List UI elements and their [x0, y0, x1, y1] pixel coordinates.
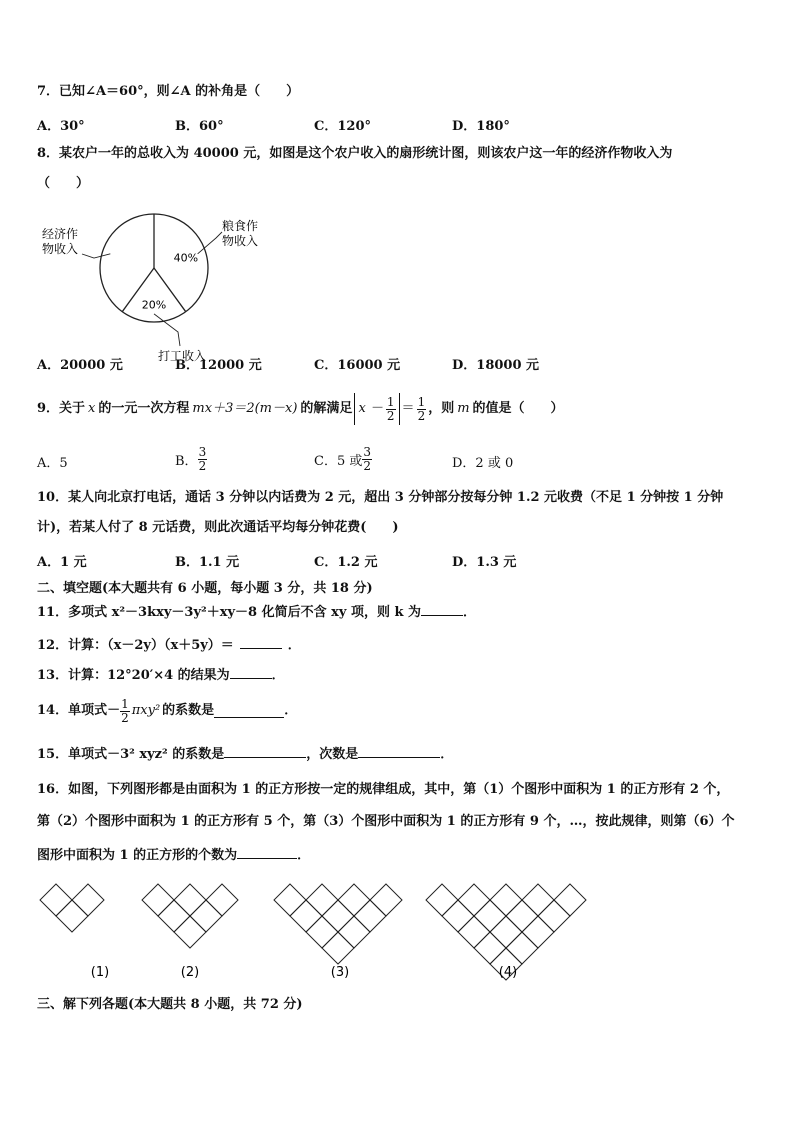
- q7-option-c: C．120°: [314, 119, 371, 134]
- q14-expression: πxy²: [131, 703, 161, 718]
- q15-coefficient-blank[interactable]: [224, 745, 306, 758]
- q14: [37, 692, 297, 730]
- figure-4-square: [554, 884, 586, 916]
- q10-stem-line2: 计)，若某人付了 8 元话费，则此次通话平均每分钟花费( ): [37, 520, 399, 535]
- q15-end: ．: [440, 747, 454, 762]
- q11-end: ．: [463, 605, 477, 620]
- q7-option-d: D．180°: [452, 119, 510, 134]
- q9-option-b-den: 2: [198, 458, 207, 473]
- q8-option-b: B．12000 元: [175, 358, 262, 373]
- q8-stem-line2: （ ）: [37, 176, 90, 191]
- q8-option-d: D．18000 元: [452, 358, 540, 373]
- q9-option-c-label: C．5 或: [314, 453, 363, 469]
- q12: [37, 636, 301, 654]
- q9-option-c-den: 2: [363, 458, 371, 473]
- q9-option-b: [175, 440, 207, 478]
- q9-option-d: D．2 或 0: [452, 456, 514, 471]
- pie-chart: [40, 200, 280, 363]
- q14-suffix: 的系数是: [162, 703, 215, 718]
- q16-line3: [37, 846, 310, 864]
- q12-text: 12．计算：（x－2y）（x＋5y）＝: [37, 638, 234, 653]
- q10-option-b: B．1.1 元: [175, 555, 240, 570]
- q14-answer-blank[interactable]: [214, 705, 284, 718]
- section-2-heading: 二、填空题(本大题共有 6 小题，每小题 3 分，共 18 分): [37, 581, 373, 596]
- figure-3-square: [290, 900, 322, 932]
- q11-answer-blank[interactable]: [421, 603, 463, 616]
- figure-label-2: (2): [180, 965, 200, 980]
- figure-3-square: [338, 916, 370, 948]
- figure-2-square: [190, 900, 222, 932]
- pie-callout-line-3: [82, 254, 110, 258]
- q9-abs-frac-num: 1: [386, 394, 395, 409]
- q15-mid: ，次数是: [306, 747, 359, 762]
- figure-2-square: [174, 916, 206, 948]
- q9-option-c: [314, 440, 372, 478]
- figure-4-square: [458, 884, 490, 916]
- q9-var-x: x: [88, 401, 96, 416]
- q14-prefix: 14．单项式－: [37, 703, 121, 718]
- q16-end: ．: [297, 848, 311, 863]
- pie-category-label-1-line-1: 粮食作: [222, 219, 259, 233]
- figure-label-3: (3): [330, 965, 350, 980]
- q9-var-m: m: [457, 401, 470, 416]
- figure-4-square: [538, 900, 570, 932]
- q16-line3-text: 图形中面积为 1 的正方形的个数为: [37, 848, 238, 863]
- figure-4-square: [506, 900, 538, 932]
- q7-option-a: A．30°: [37, 119, 85, 134]
- q9-abs-fraction: [386, 396, 396, 423]
- q9-mid2: 的解满足: [300, 401, 353, 416]
- q10-option-d: D．1.3 元: [452, 555, 517, 570]
- q9-option-c-fraction: [362, 446, 372, 473]
- q16-answer-blank[interactable]: [237, 846, 297, 859]
- q16-line2: 第（2）个图形中面积为 1 的正方形有 5 个，第（3）个图形中面积为 1 的正方形有 9 个，…，按此规律，则第（6）个: [37, 814, 735, 829]
- q9-absolute-value: [354, 393, 399, 425]
- q8-option-c: C．16000 元: [314, 358, 401, 373]
- q13-end: ．: [271, 668, 285, 683]
- q10-stem-line1: 10．某人向北京打电话，通话 3 分钟以内话费为 2 元，超出 3 分钟部分按每分钟 1.2 元收费（不足 1 分钟按 1 分钟: [37, 490, 724, 505]
- pie-slice-label-2: 20%: [141, 298, 167, 312]
- figure-3-square: [338, 884, 370, 916]
- figure-2-square: [142, 884, 174, 916]
- q16-line1: 16．如图，下列图形都是由面积为 1 的正方形按一定的规律组成，其中，第（1）个图形中面积为 1 的正方形有 2 个，: [37, 782, 730, 797]
- q13-text: 13．计算：12°20′×4 的结果为: [37, 668, 230, 683]
- q9-option-b-label: B．: [175, 453, 198, 469]
- q9-rhs-num: 1: [417, 394, 426, 409]
- section-3-heading: 三、解下列各题(本大题共 8 小题，共 72 分): [37, 997, 303, 1012]
- figure-1-square: [40, 884, 72, 916]
- q13-answer-blank[interactable]: [230, 666, 272, 679]
- figure-2-square: [158, 900, 190, 932]
- q7-option-b: B．60°: [175, 119, 224, 134]
- figure-label-1: (1): [90, 965, 110, 980]
- q13: [37, 666, 285, 684]
- q9-rhs-fraction: [417, 396, 427, 423]
- figure-4-square: [522, 916, 554, 948]
- q10-option-c: C．1.2 元: [314, 555, 378, 570]
- q12-answer-blank[interactable]: [240, 636, 282, 649]
- q14-fraction: [120, 698, 130, 725]
- figure-2-square: [206, 884, 238, 916]
- q8-option-a: A．20000 元: [37, 358, 123, 373]
- figure-4-square: [522, 884, 554, 916]
- pie-category-label-2-line-1: 打工收入: [158, 349, 207, 363]
- q14-frac-num: 1: [121, 696, 129, 711]
- q15-prefix: 15．单项式－3² xyz² 的系数是: [37, 747, 225, 762]
- figure-4-square: [458, 916, 490, 948]
- q9-stem: [37, 392, 564, 426]
- q8-stem-line1: 8．某农户一年的总收入为 40000 元，如图是这个农户收入的扇形统计图，则该农户这一年的经济作物收入为: [37, 146, 673, 161]
- pie-category-label-3-line-2: 物收入: [41, 242, 78, 256]
- figure-3-square: [322, 900, 354, 932]
- q14-end: ．: [284, 703, 298, 718]
- figure-4-square: [426, 884, 458, 916]
- q16-figures: [30, 872, 590, 992]
- q9-eq: ＝: [401, 401, 415, 416]
- q9-mid1: 的一元一次方程: [98, 401, 190, 416]
- figure-2-square: [174, 884, 206, 916]
- figure-3-square: [354, 900, 386, 932]
- figure-3-square: [274, 884, 306, 916]
- q15-degree-blank[interactable]: [358, 745, 440, 758]
- q14-frac-den: 2: [121, 710, 129, 725]
- q15: [37, 745, 453, 763]
- q9-mid3: ，则: [428, 401, 455, 416]
- q12-end: ．: [287, 638, 301, 653]
- pie-category-label-3-line-1: 经济作: [41, 227, 78, 241]
- q9-option-b-fraction: [198, 446, 208, 473]
- figure-4-square: [442, 900, 474, 932]
- pie-category-label-1-line-2: 物收入: [222, 234, 259, 248]
- figure-4-square: [474, 900, 506, 932]
- figure-3-square: [322, 932, 354, 964]
- q9-option-a: A．5: [37, 456, 68, 471]
- figure-3-square: [370, 884, 402, 916]
- figure-1-square: [56, 900, 88, 932]
- figure-1-square: [72, 884, 104, 916]
- figure-3-square: [306, 916, 338, 948]
- q9-option-c-num: 3: [363, 444, 371, 459]
- figure-4-square: [490, 916, 522, 948]
- pie-callout-line-2: [154, 314, 180, 346]
- q9-abs-frac-den: 2: [386, 408, 395, 423]
- q9-option-b-num: 3: [198, 444, 207, 459]
- q10-option-a: A．1 元: [37, 555, 87, 570]
- q11-text: 11．多项式 x²－3kxy－3y²＋xy－8 化简后不含 xy 项，则 k 为: [37, 605, 422, 620]
- q9-suffix: 的值是（ ）: [472, 401, 564, 416]
- q11: [37, 603, 476, 621]
- q9-equation: mx＋3＝2(m－x): [192, 401, 298, 416]
- figure-label-4: (4): [498, 965, 518, 980]
- q9-prefix: 9．关于: [37, 401, 86, 416]
- q7-stem: 7．已知∠A＝60°，则∠A 的补角是（ ）: [37, 84, 300, 99]
- figure-4-square: [506, 932, 538, 964]
- figure-4-square: [474, 932, 506, 964]
- q9-abs-left: x －: [358, 401, 383, 416]
- figure-4-square: [490, 884, 522, 916]
- pie-slice-label-1: 40%: [173, 251, 199, 265]
- figure-3-square: [306, 884, 338, 916]
- q9-rhs-den: 2: [417, 408, 426, 423]
